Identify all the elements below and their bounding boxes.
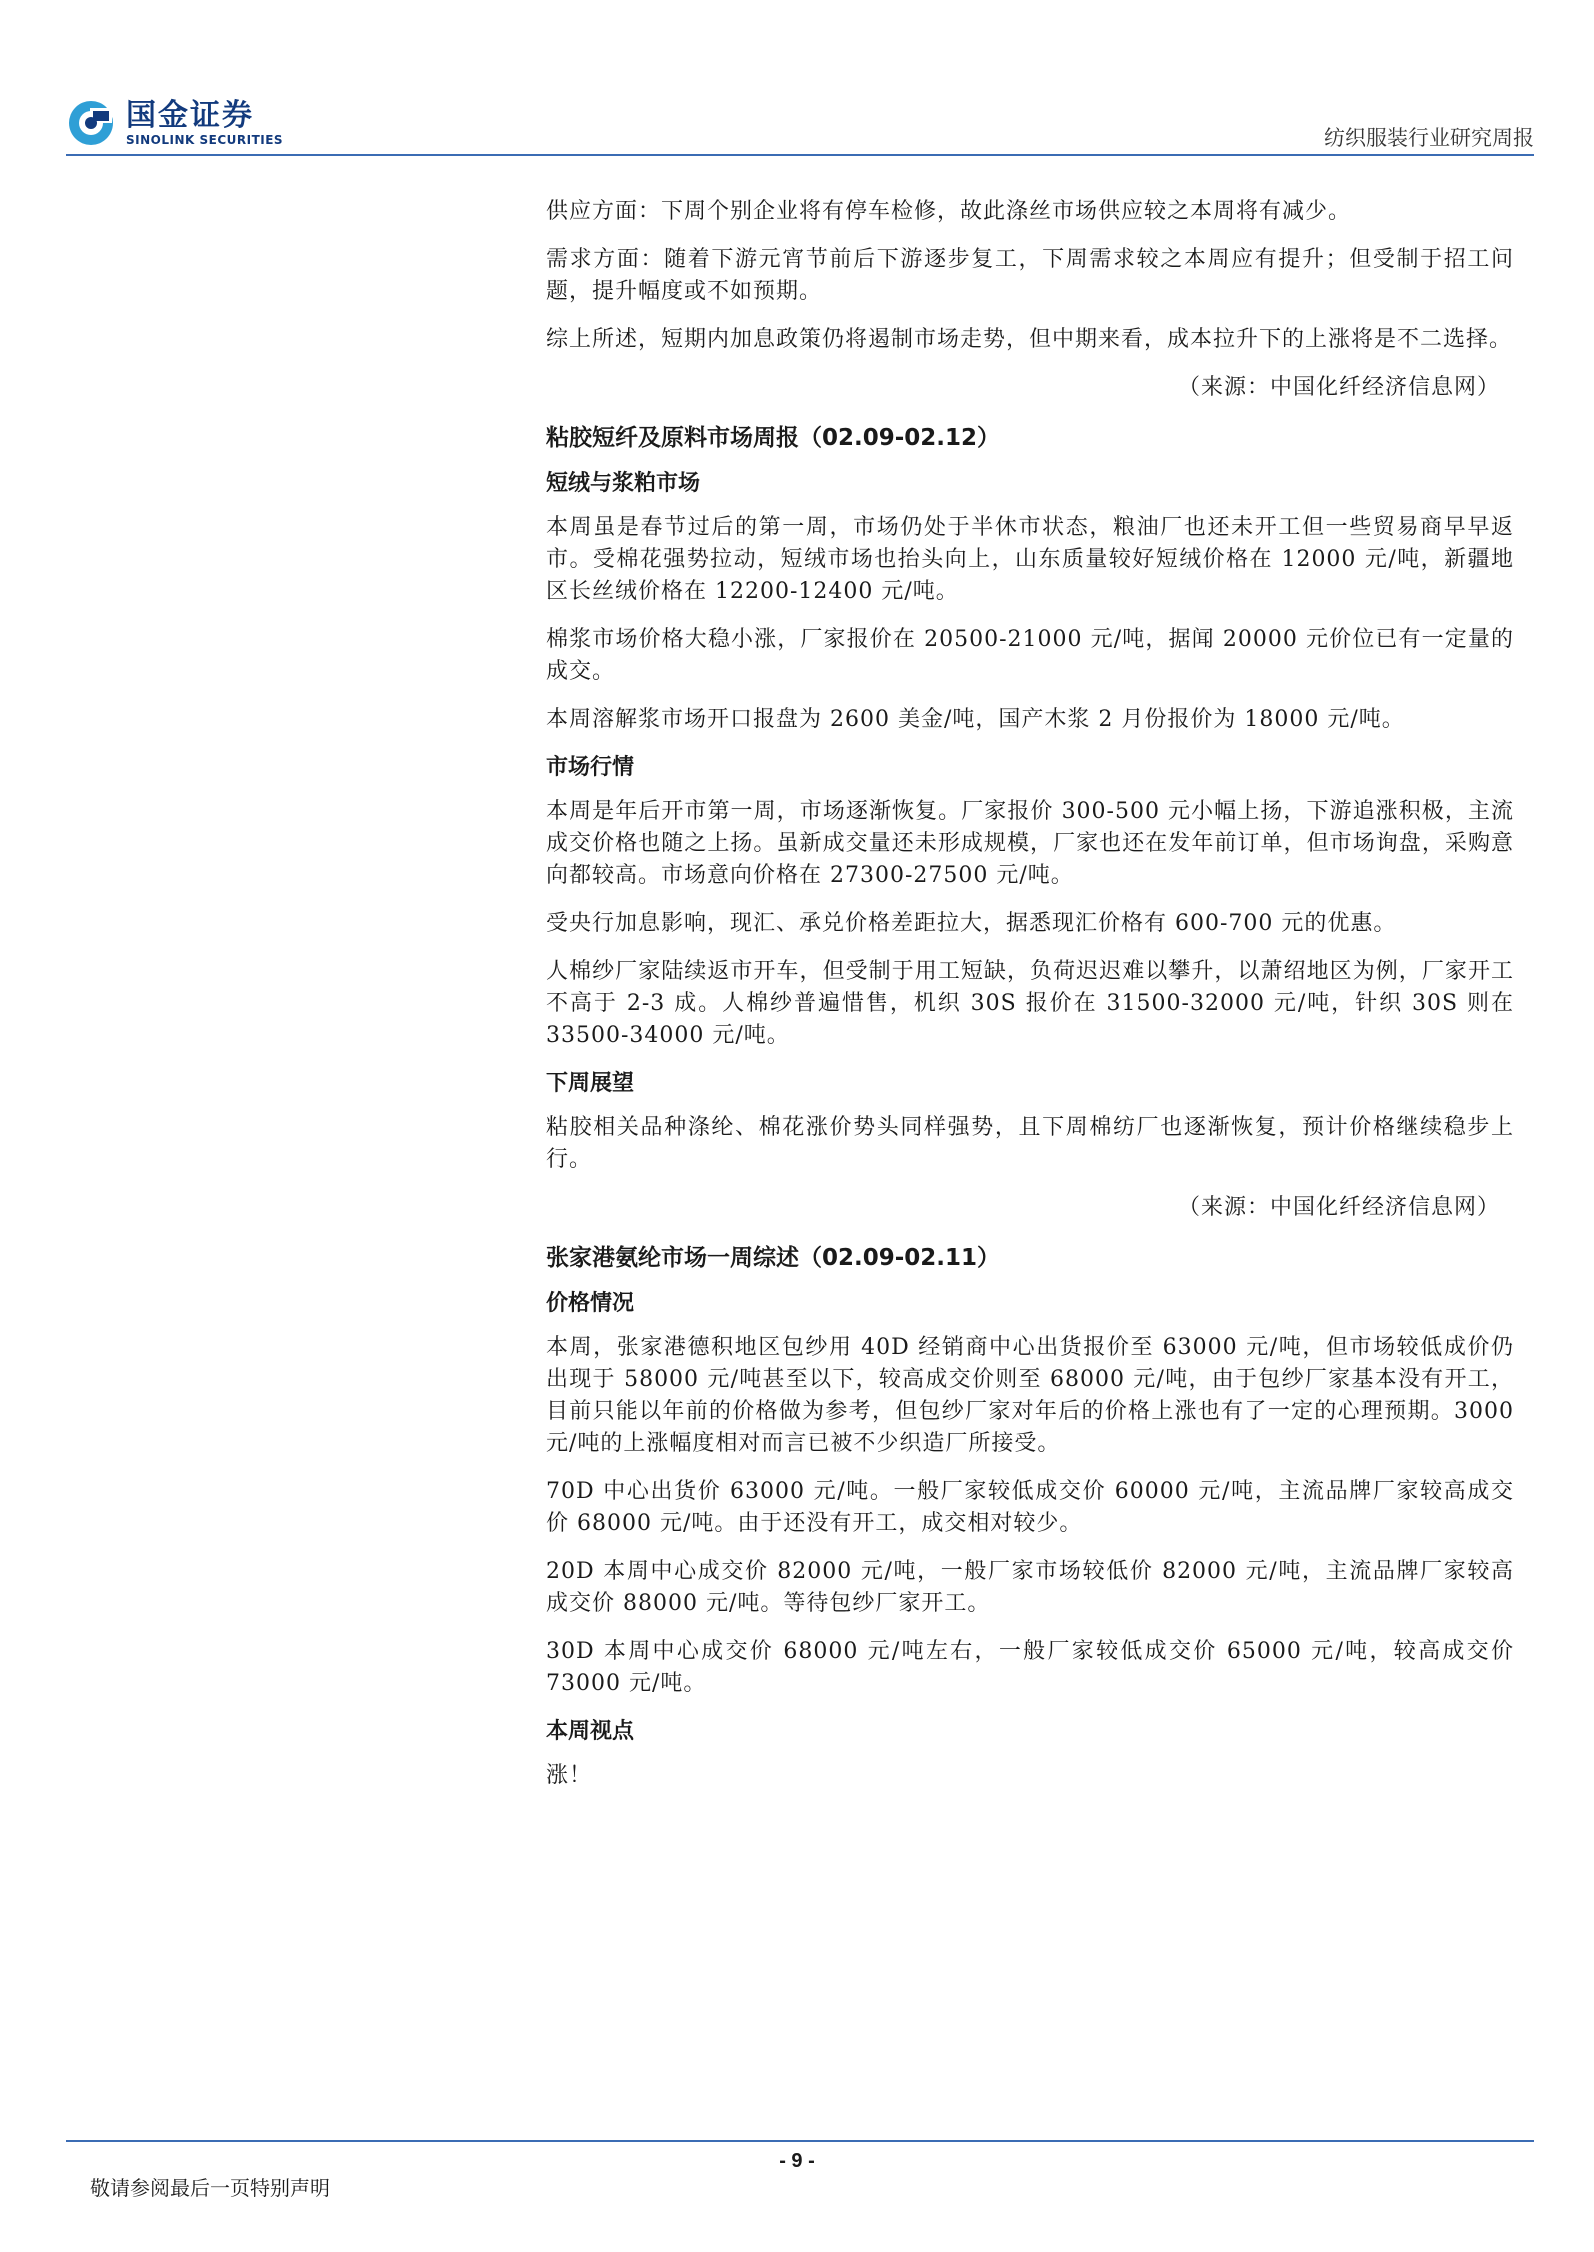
paragraph: 20D 本周中心成交价 82000 元/吨，一般厂家市场较低价 82000 元/吨，主流品牌厂家较高成交价 88000 元/吨。等待包纱厂家开工。 [546, 1559, 1514, 1616]
paragraph: 粘胶相关品种涤纶、棉花涨价势头同样强势，且下周棉纺厂也逐渐恢复，预计价格继续稳步上行。 [546, 1115, 1514, 1172]
paragraph-summary: 综上所述，短期内加息政策仍将遏制市场走势，但中期来看，成本拉升下的上涨将是不二选择。 [546, 327, 1513, 352]
subheading-outlook: 下周展望 [546, 1071, 635, 1096]
company-logo [66, 98, 283, 148]
subheading-viewpoint: 本周视点 [546, 1719, 635, 1744]
paragraph: 本周是年后开市第一周，市场逐渐恢复。厂家报价 300-500 元小幅上扬，下游追涨积极，主流成交价格也随之上扬。虽新成交量还未形成规模，厂家也还在发年前订单，但市场询盘，采购意向都较高。市场意向价格在 27300-27500 元/吨。 [546, 799, 1514, 888]
subheading-linter-pulp: 短绒与浆粕市场 [546, 471, 701, 496]
paragraph-supply: 供应方面：下周个别企业将有停车检修，故此涤丝市场供应较之本周将有减少。 [546, 199, 1352, 224]
header-divider [66, 154, 1534, 156]
source-citation: （来源：中国化纤经济信息网） [1177, 375, 1500, 400]
paragraph: 人棉纱厂家陆续返市开车，但受制于用工短缺，负荷迟迟难以攀升，以萧绍地区为例，厂家开工不高于 2-3 成。人棉纱普遍惜售，机织 30S 报价在 31500-32000 元/吨，针织 30S 则在 33500-34000 元/吨。 [546, 959, 1514, 1048]
subheading-market: 市场行情 [546, 755, 635, 780]
paragraph: 本周虽是春节过后的第一周，市场仍处于半休市状态，粮油厂也还未开工但一些贸易商早早返市。受棉花强势拉动，短绒市场也抬头向上，山东质量较好短绒价格在 12000 元/吨，新疆地区长丝绒价格在 12200-12400 元/吨。 [546, 515, 1514, 604]
report-type-label: 纺织服装行业研究周报 [1324, 126, 1534, 150]
footer-divider [66, 2140, 1534, 2142]
page-header [0, 0, 1594, 160]
paragraph-demand: 需求方面：随着下游元宵节前后下游逐步复工，下周需求较之本周应有提升；但受制于招工问题，提升幅度或不如预期。 [546, 247, 1514, 304]
paragraph: 本周溶解浆市场开口报盘为 2600 美金/吨，国产木浆 2 月份报价为 18000 元/吨。 [546, 707, 1405, 732]
section-title-viscose: 粘胶短纤及原料市场周报（02.09-02.12） [546, 425, 1001, 451]
logo-english-name: SINOLINK SECURITIES [126, 133, 284, 147]
page-number: - 9 - [779, 2150, 815, 2172]
source-citation: （来源：中国化纤经济信息网） [1177, 1195, 1500, 1220]
paragraph: 30D 本周中心成交价 68000 元/吨左右，一般厂家较低成交价 65000 元/吨，较高成交价 73000 元/吨。 [546, 1639, 1514, 1696]
paragraph: 本周，张家港德积地区包纱用 40D 经销商中心出货报价至 63000 元/吨，但市场较低成价仍出现于 58000 元/吨甚至以下，较高成交价则至 68000 元/吨，由于包纱厂家基本没有开工，目前只能以年前的价格做为参考，但包纱厂家对年后的价格上涨也有了一定的心理预期。3000 元/吨的上涨幅度相对而言已被不少织造厂所接受。 [546, 1335, 1514, 1456]
sinolink-logo-icon [66, 98, 116, 148]
paragraph: 涨！ [546, 1763, 593, 1788]
paragraph: 70D 中心出货价 63000 元/吨。一般厂家较低成交价 60000 元/吨，主流品牌厂家较高成交价 68000 元/吨。由于还没有开工，成交相对较少。 [546, 1479, 1514, 1536]
paragraph: 棉浆市场价格大稳小涨，厂家报价在 20500-21000 元/吨，据闻 20000 元价位已有一定量的成交。 [546, 627, 1514, 684]
disclaimer-note: 敬请参阅最后一页特别声明 [90, 2176, 330, 2200]
paragraph: 受央行加息影响，现汇、承兑价格差距拉大，据悉现汇价格有 600-700 元的优惠。 [546, 911, 1397, 936]
section-title-spandex: 张家港氨纶市场一周综述（02.09-02.11） [546, 1245, 1001, 1271]
subheading-prices: 价格情况 [546, 1291, 635, 1316]
report-body [546, 196, 1514, 1808]
logo-chinese-name: 国金证券 [126, 98, 254, 133]
